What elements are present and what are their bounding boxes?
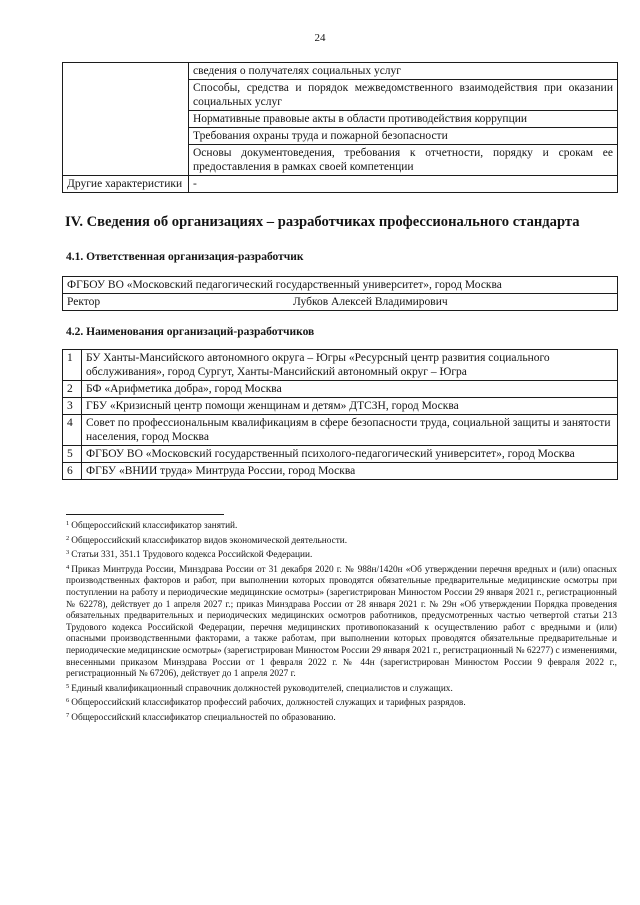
footnote: [66, 518, 617, 533]
table-cell: Требования охраны труда и пожарной безопасности: [189, 128, 618, 145]
row-number: 3: [63, 398, 82, 415]
footnote: [66, 681, 617, 696]
table-cell: Основы документоведения, требования к отчетности, порядку и срокам ее предоставления в рамках своей компетенции: [189, 145, 618, 176]
footnote: [66, 562, 617, 681]
footnote-text: Единый квалификационный справочник должностей руководителей, специалистов и служащих.: [71, 683, 453, 694]
rector-row: [63, 294, 618, 311]
footnote-number: 1: [66, 520, 70, 527]
row-number: 4: [63, 415, 82, 446]
developers-table: [62, 349, 618, 480]
developer-name: ФГБОУ ВО «Московский государственный психолого-педагогический университет», город Москва: [82, 446, 618, 463]
footnote-text: Общероссийский классификатор специальностей по образованию.: [71, 712, 336, 723]
page-number: 24: [314, 32, 326, 44]
table-row: [63, 415, 618, 446]
footnote-number: 3: [66, 549, 70, 557]
other-characteristics-value: -: [189, 176, 618, 193]
footnote-number: 7: [66, 711, 70, 719]
footnote: [66, 547, 617, 562]
footnote: [66, 695, 617, 710]
competency-table-continued: [62, 62, 618, 193]
developer-name: ФГБУ «ВНИИ труда» Минтруда России, город Москва: [82, 463, 618, 480]
row-number: 2: [63, 381, 82, 398]
footnote-text: Общероссийский классификатор видов экономической деятельности.: [71, 535, 348, 546]
table-row: [63, 294, 618, 311]
table-cell: Нормативные правовые акты в области противодействия коррупции: [189, 111, 618, 128]
footnote-number: 6: [66, 697, 70, 705]
table-cell-empty: [63, 63, 189, 176]
footnote-number: 2: [66, 534, 70, 542]
table-row: [63, 176, 618, 193]
row-number: 6: [63, 463, 82, 480]
footnote-separator: [66, 514, 224, 515]
developer-name: ГБУ «Кризисный центр помощи женщинам и детям» ДТСЗН, город Москва: [82, 398, 618, 415]
responsible-org-name: ФГБОУ ВО «Московский педагогический государственный университет», город Москва: [63, 277, 618, 294]
footnote-text: Приказ Минтруда России, Минздрава России от 31 декабря 2020 г. № 988н/1420н «Об утверждении перечня вредных и (или) опасных производственных факторов и работ, при выполнении которых проводятся обязательные предварительные медицинские осмотры при поступлении на работу и периодические медицинские осмотры» (зарегистрирован Минюстом России 29 января 2021 г., регистрационный № 62278), действует до 1 апреля 2027 г.; приказ Минздрава России от 28 января 2021 г. № 29н «Об утверждении Порядка проведения обязательных предварительных и периодических медицинских осмотров работников, предусмотренных частью четвертой статьи 213 Трудового кодекса Российской Федерации, перечня медицинских противопоказаний к осуществлению работ с вредными и (или) опасными производственными факторами, а также работам, при выполнении которых проводятся обязательные предварительные и периодические медицинские осмотры» (зарегистрирован Минюстом России 29 января 2021 г., регистрационный № 62277) с изменениями, внесенными приказом Минздрава России от 1 февраля 2022 г. № 44н (зарегистрирован Минюстом России 9 февраля 2022 г., регистрационный № 67206), действует до 1 апреля 2027 г.: [66, 564, 617, 680]
table-row: [63, 277, 618, 294]
developer-name: БФ «Арифметика добра», город Москва: [82, 381, 618, 398]
table-row: [63, 446, 618, 463]
row-number: 5: [63, 446, 82, 463]
developer-name: БУ Ханты-Мансийского автономного округа – Югры «Ресурсный центр развития социального обслуживания», город Сургут, Ханты-Мансийский автономный округ – Югра: [82, 350, 618, 381]
section-heading: IV. Сведения об организациях – разработчиках профессионального стандарта: [65, 214, 580, 230]
table-row: [63, 463, 618, 480]
footnote-text: Статьи 331, 351.1 Трудового кодекса Российской Федерации.: [71, 550, 313, 561]
row-number: 1: [63, 350, 82, 381]
developers-heading: 4.2. Наименования организаций-разработчиков: [66, 326, 315, 338]
table-row: [63, 398, 618, 415]
footnotes: [66, 518, 617, 725]
footnote-text: Общероссийский классификатор профессий рабочих, должностей служащих и тарифных разрядов.: [71, 698, 466, 709]
rector-name: Лубков Алексей Владимирович: [293, 296, 448, 308]
footnote: [66, 533, 617, 548]
table-row: [63, 350, 618, 381]
table-cell: сведения о получателях социальных услуг: [189, 63, 618, 80]
developer-name: Совет по профессиональным квалификациям в сфере безопасности труда, социальной защиты и занятости населения, город Москва: [82, 415, 618, 446]
table-cell: Способы, средства и порядок межведомственного взаимодействия при оказании социальных услуг: [189, 80, 618, 111]
rector-label: Ректор: [67, 296, 101, 308]
table-row: [63, 63, 618, 80]
responsible-org-heading: 4.1. Ответственная организация-разработчик: [66, 251, 304, 263]
table-row: [63, 381, 618, 398]
other-characteristics-label: Другие характеристики: [63, 176, 189, 193]
footnote: [66, 710, 617, 725]
footnote-text: Общероссийский классификатор занятий.: [71, 521, 238, 531]
responsible-org-table: [62, 276, 618, 311]
footnote-number: 4: [66, 563, 70, 571]
footnote-number: 5: [66, 682, 70, 690]
